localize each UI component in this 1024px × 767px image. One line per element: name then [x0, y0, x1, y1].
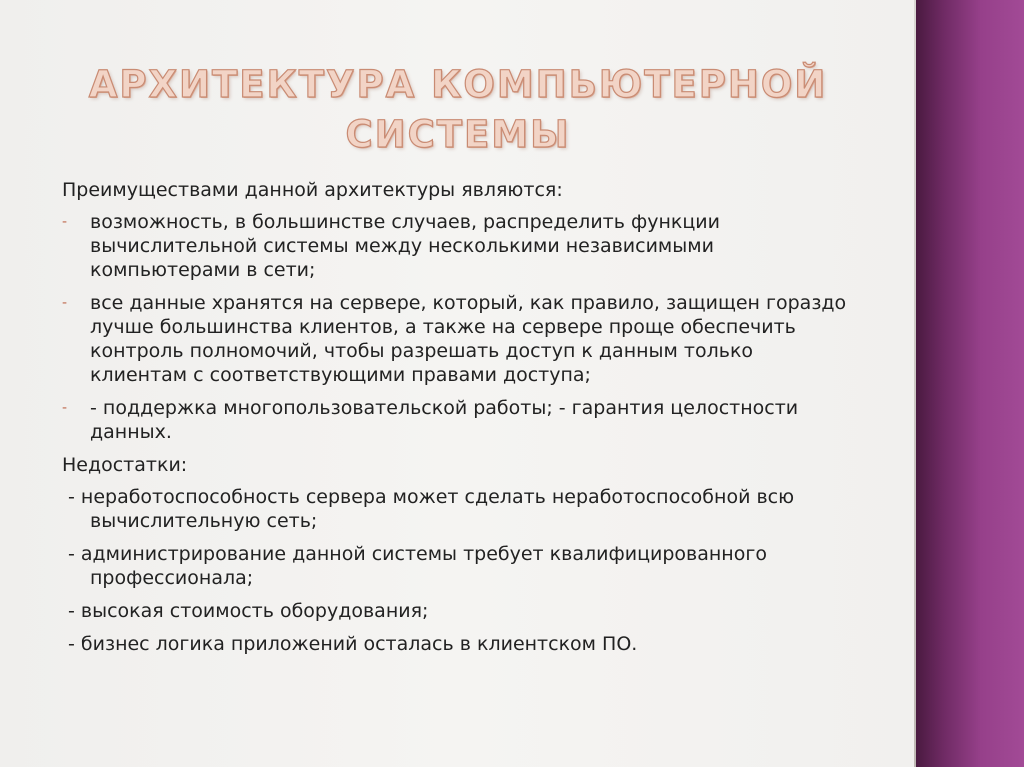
- disadvantage-item: - неработоспособность сервера может сделать неработоспособной всю вычислительную сеть;: [68, 486, 795, 532]
- decorative-side-band: [916, 0, 1024, 767]
- advantage-item: [62, 210, 852, 282]
- bullet-dash: -: [62, 295, 68, 311]
- bullet-dash: -: [62, 400, 68, 416]
- disadvantage-item: - высокая стоимость оборудования;: [68, 600, 429, 622]
- disadvantage-item: - администрирование данной системы требует квалифицированного профессионала;: [68, 543, 767, 589]
- advantage-item: [62, 396, 852, 444]
- slide-title-line-1: АРХИТЕКТУРА КОМПЬЮТЕРНОЙ: [88, 63, 828, 106]
- advantage-text: возможность, в большинстве случаев, распределить функции вычислительной системы между несколькими независимыми компьютерами в сети;: [90, 211, 720, 281]
- advantage-text: - поддержка многопользовательской работы; - гарантия целостности данных.: [90, 397, 799, 443]
- advantage-item: [62, 291, 852, 387]
- disadvantage-item: - бизнес логика приложений осталась в клиентском ПО.: [68, 633, 638, 655]
- slide-title-line-2: СИСТЕМЫ: [345, 113, 571, 156]
- disadvantages-heading: Недостатки:: [62, 454, 188, 476]
- bullet-dash: -: [62, 214, 68, 230]
- advantages-heading: Преимуществами данной архитектуры являются:: [62, 179, 563, 201]
- advantage-text: все данные хранятся на сервере, который, как правило, защищен гораздо лучше большинства клиентов, а также на сервере проще обеспечить контроль полномочий, чтобы разрешать доступ к данным только клиентам с соответствующими правами доступа;: [90, 292, 847, 386]
- slide-body: [62, 178, 852, 665]
- slide-title: [0, 60, 916, 160]
